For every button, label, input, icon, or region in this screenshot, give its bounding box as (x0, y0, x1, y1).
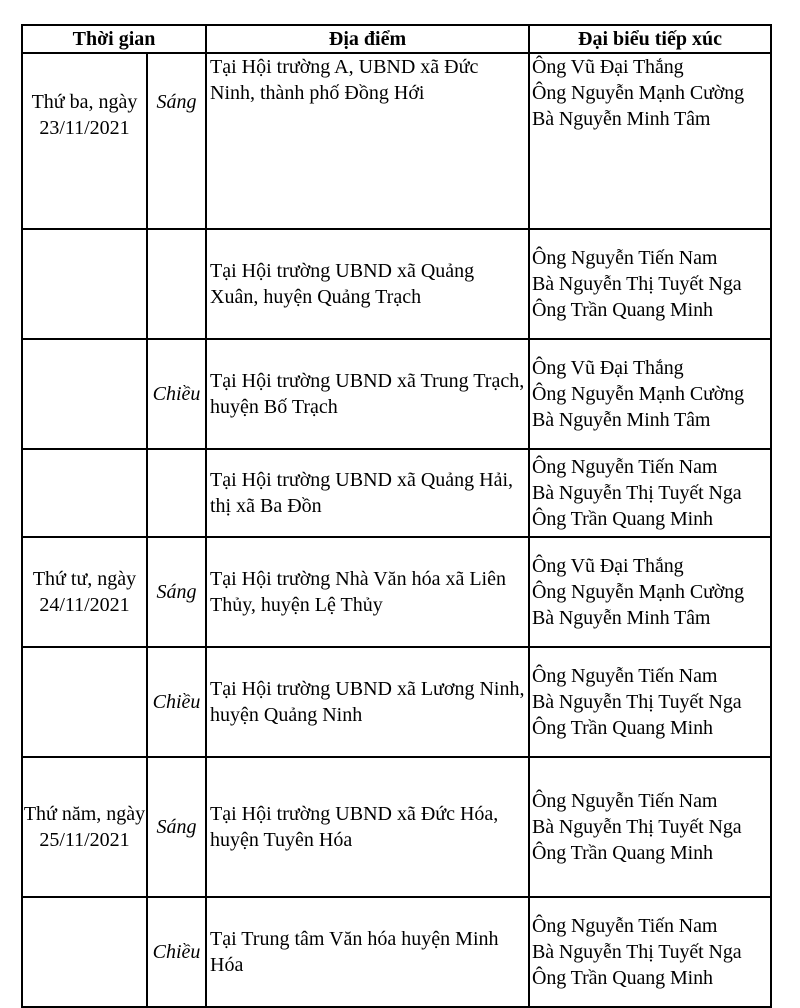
delegate-name: Ông Nguyễn Mạnh Cường (532, 581, 745, 603)
place-cell: Tại Hội trường A, UBND xã Đức Ninh, thành phố Đồng Hới (206, 53, 529, 229)
delegate-name: Bà Nguyễn Thị Tuyết Nga (532, 816, 742, 838)
delegates-cell (529, 449, 771, 537)
table-row (22, 229, 771, 339)
session-cell: Chiều (147, 647, 206, 757)
delegate-name: Ông Trần Quang Minh (532, 842, 713, 864)
delegate-name: Ông Nguyễn Mạnh Cường (532, 383, 745, 405)
delegates-cell (529, 537, 771, 647)
delegate-name: Ông Trần Quang Minh (532, 299, 713, 321)
delegate-name: Ông Nguyễn Tiến Nam (532, 790, 718, 812)
place-cell: Tại Hội trường UBND xã Lương Ninh, huyện Quảng Ninh (206, 647, 529, 757)
delegate-name: Ông Trần Quang Minh (532, 717, 713, 739)
table-row (22, 53, 771, 229)
session-cell: Chiều (147, 339, 206, 449)
delegate-name: Bà Nguyễn Thị Tuyết Nga (532, 482, 742, 504)
delegate-name: Ông Nguyễn Tiến Nam (532, 665, 718, 687)
delegate-name: Bà Nguyễn Thị Tuyết Nga (532, 941, 742, 963)
table-row (22, 537, 771, 647)
header-row (22, 25, 771, 53)
date-cell (22, 339, 147, 449)
delegate-name: Bà Nguyễn Minh Tâm (532, 409, 711, 431)
date-cell: Thứ tư, ngày 24/11/2021 (22, 537, 147, 647)
session-cell: Chiều (147, 897, 206, 1007)
delegate-name: Ông Nguyễn Mạnh Cường (532, 82, 745, 104)
header-delegates: Đại biểu tiếp xúc (529, 25, 771, 53)
delegate-name: Ông Trần Quang Minh (532, 967, 713, 989)
delegates-cell (529, 897, 771, 1007)
date-cell (22, 897, 147, 1007)
table-row (22, 339, 771, 449)
date-cell: Thứ năm, ngày 25/11/2021 (22, 757, 147, 897)
delegates-cell (529, 339, 771, 449)
session-cell: Sáng (147, 537, 206, 647)
delegates-cell (529, 757, 771, 897)
date-cell (22, 647, 147, 757)
delegate-name: Ông Trần Quang Minh (532, 508, 713, 530)
place-cell: Tại Trung tâm Văn hóa huyện Minh Hóa (206, 897, 529, 1007)
delegate-name: Ông Vũ Đại Thắng (532, 56, 684, 78)
place-cell: Tại Hội trường Nhà Văn hóa xã Liên Thủy, huyện Lệ Thủy (206, 537, 529, 647)
delegate-name: Ông Nguyễn Tiến Nam (532, 456, 718, 478)
delegate-name: Ông Nguyễn Tiến Nam (532, 915, 718, 937)
session-cell (147, 449, 206, 537)
date-cell: Thứ ba, ngày 23/11/2021 (22, 53, 147, 229)
table-row (22, 757, 771, 897)
delegates-cell (529, 229, 771, 339)
place-cell: Tại Hội trường UBND xã Trung Trạch, huyện Bố Trạch (206, 339, 529, 449)
date-cell (22, 449, 147, 537)
table-row (22, 449, 771, 537)
delegate-name: Ông Vũ Đại Thắng (532, 555, 684, 577)
header-time: Thời gian (22, 25, 206, 53)
place-cell: Tại Hội trường UBND xã Quảng Hải, thị xã Ba Đồn (206, 449, 529, 537)
place-cell: Tại Hội trường UBND xã Đức Hóa, huyện Tuyên Hóa (206, 757, 529, 897)
session-cell: Sáng (147, 757, 206, 897)
delegates-cell (529, 647, 771, 757)
schedule-table (21, 24, 772, 1008)
delegates-cell (529, 53, 771, 229)
delegate-name: Bà Nguyễn Minh Tâm (532, 108, 711, 130)
place-cell: Tại Hội trường UBND xã Quảng Xuân, huyện Quảng Trạch (206, 229, 529, 339)
delegate-name: Bà Nguyễn Minh Tâm (532, 607, 711, 629)
delegate-name: Ông Vũ Đại Thắng (532, 357, 684, 379)
date-cell (22, 229, 147, 339)
delegate-name: Bà Nguyễn Thị Tuyết Nga (532, 691, 742, 713)
delegate-name: Bà Nguyễn Thị Tuyết Nga (532, 273, 742, 295)
session-cell (147, 229, 206, 339)
delegate-name: Ông Nguyễn Tiến Nam (532, 247, 718, 269)
table-row (22, 647, 771, 757)
header-location: Địa điểm (206, 25, 529, 53)
table-row (22, 897, 771, 1007)
session-cell: Sáng (147, 53, 206, 229)
